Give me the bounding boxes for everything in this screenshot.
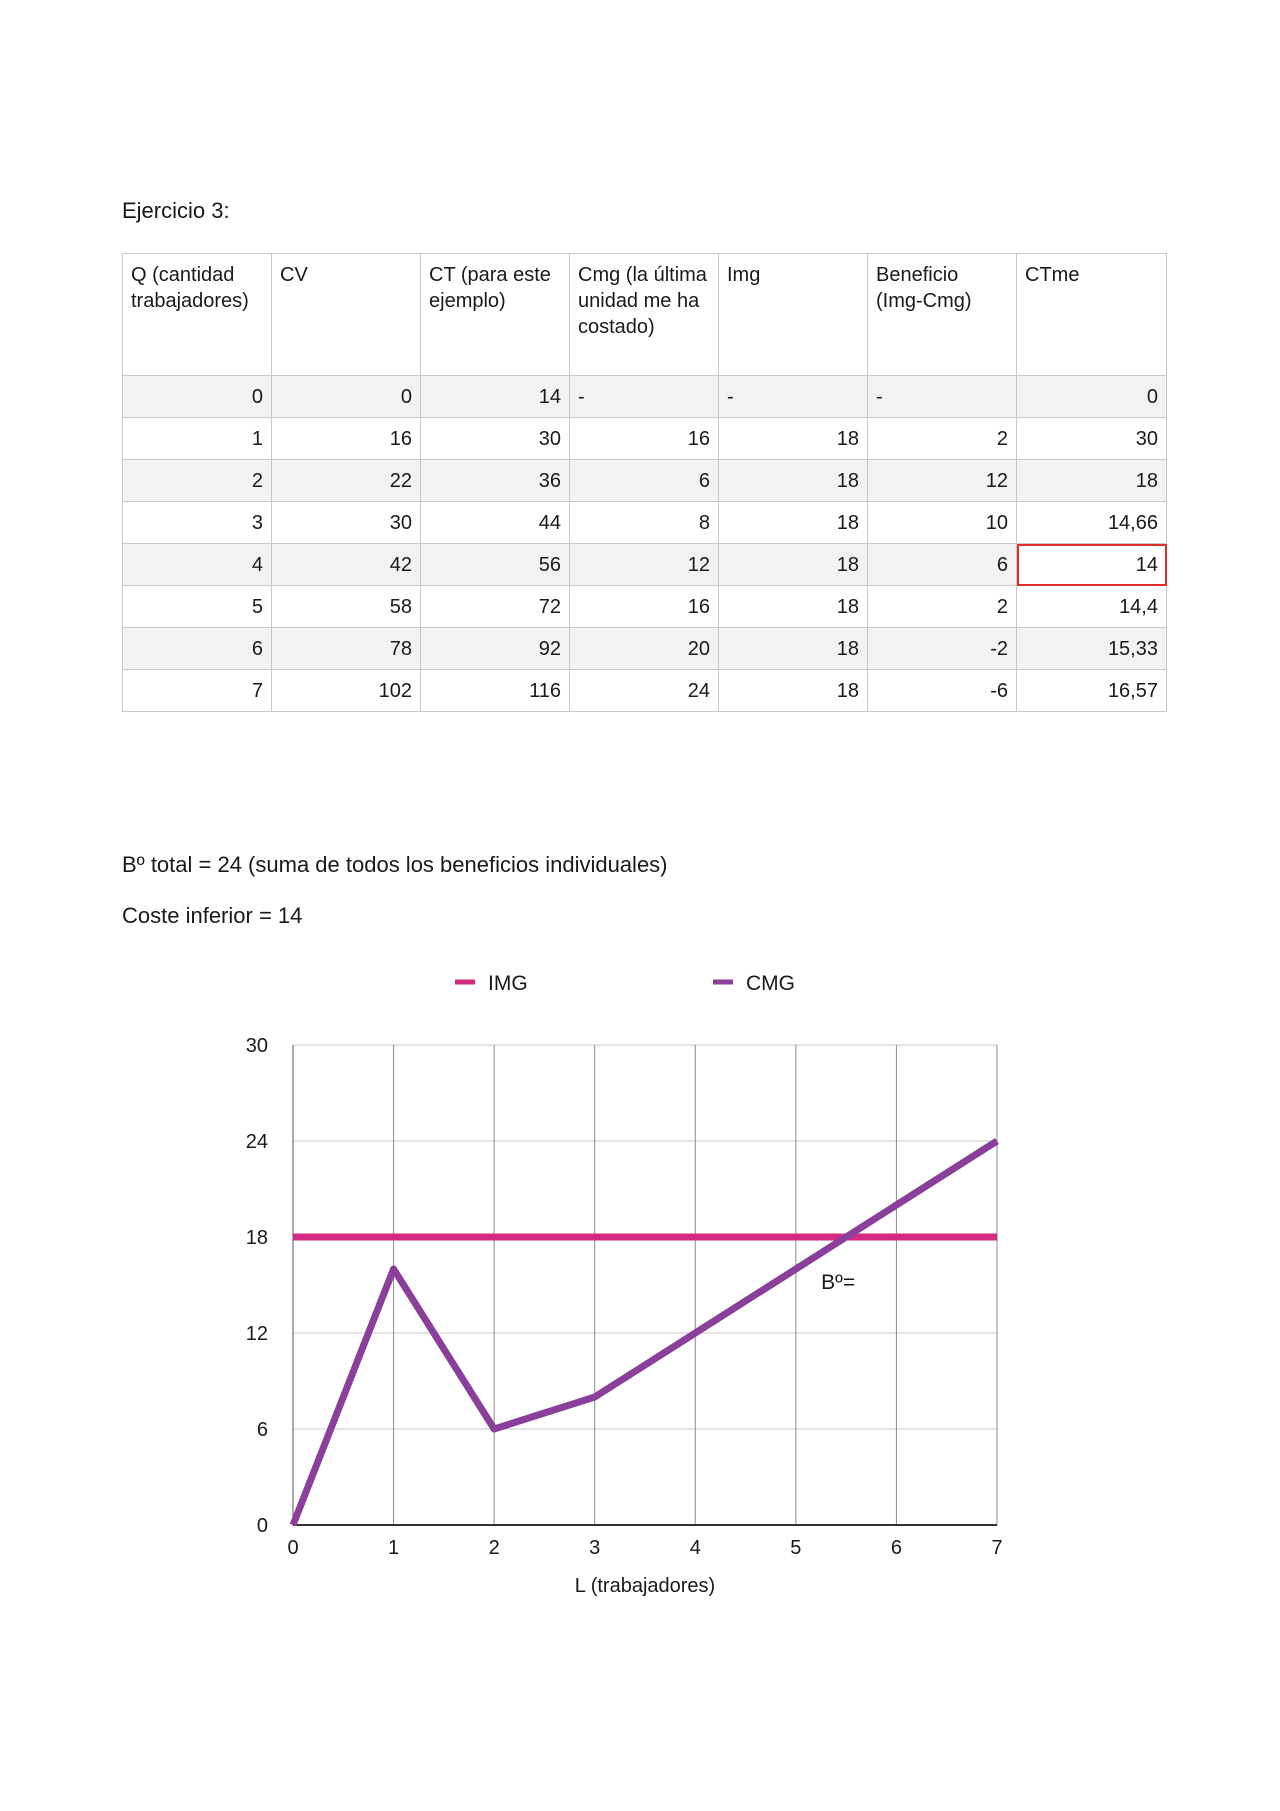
x-tick-label: 0 bbox=[287, 1537, 299, 1559]
cell-cmg: 24 bbox=[570, 670, 719, 712]
cell-cv: 0 bbox=[272, 376, 421, 418]
cell-cv: 58 bbox=[272, 586, 421, 628]
cell-cmg: - bbox=[570, 376, 719, 418]
table-row bbox=[123, 544, 1167, 586]
table-row bbox=[123, 586, 1167, 628]
cell-cv: 42 bbox=[272, 544, 421, 586]
legend-label-img: IMG bbox=[488, 972, 528, 995]
cell-cv: 102 bbox=[272, 670, 421, 712]
y-tick-label: 24 bbox=[245, 1131, 268, 1153]
y-tick-label: 18 bbox=[245, 1227, 268, 1249]
table-row bbox=[123, 502, 1167, 544]
x-tick-label: 4 bbox=[689, 1537, 701, 1559]
cell-cmg: 20 bbox=[570, 628, 719, 670]
cell-q: 1 bbox=[123, 418, 272, 460]
x-tick-label: 3 bbox=[589, 1537, 601, 1559]
exercise-heading: Ejercicio 3: bbox=[122, 198, 230, 223]
cell-ctme: 30 bbox=[1017, 418, 1167, 460]
cell-beneficio: - bbox=[868, 376, 1017, 418]
cell-beneficio: 6 bbox=[868, 544, 1017, 586]
cell-q: 3 bbox=[123, 502, 272, 544]
cell-q: 7 bbox=[123, 670, 272, 712]
cell-cv: 16 bbox=[272, 418, 421, 460]
cell-cv: 30 bbox=[272, 502, 421, 544]
cell-ctme: 14,66 bbox=[1017, 502, 1167, 544]
cell-ctme: 0 bbox=[1017, 376, 1167, 418]
cell-beneficio: 12 bbox=[868, 460, 1017, 502]
header-cmg: Cmg (la última unidad me ha costado) bbox=[570, 254, 719, 376]
x-axis-label: L (trabajadores) bbox=[574, 1575, 716, 1597]
cell-img: 18 bbox=[719, 502, 868, 544]
chart-annotation: Bº= bbox=[821, 1271, 856, 1294]
cell-beneficio: -6 bbox=[868, 670, 1017, 712]
cell-ct: 56 bbox=[421, 544, 570, 586]
header-ct: CT (para este ejemplo) bbox=[421, 254, 570, 376]
cell-q: 4 bbox=[123, 544, 272, 586]
cell-beneficio: -2 bbox=[868, 628, 1017, 670]
cell-beneficio: 10 bbox=[868, 502, 1017, 544]
table-row bbox=[123, 670, 1167, 712]
cell-ctme: 15,33 bbox=[1017, 628, 1167, 670]
cell-q: 5 bbox=[123, 586, 272, 628]
table-header-row bbox=[123, 254, 1167, 376]
cell-ct: 36 bbox=[421, 460, 570, 502]
header-img: Img bbox=[719, 254, 868, 376]
cell-cmg: 6 bbox=[570, 460, 719, 502]
cell-ct: 14 bbox=[421, 376, 570, 418]
cell-ctme: 18 bbox=[1017, 460, 1167, 502]
total-benefit-note: Bº total = 24 (suma de todos los beneficios individuales) bbox=[122, 852, 668, 877]
table-row bbox=[123, 628, 1167, 670]
y-tick-label: 6 bbox=[256, 1419, 268, 1441]
cell-q: 0 bbox=[123, 376, 272, 418]
cell-ct: 92 bbox=[421, 628, 570, 670]
cell-ct: 72 bbox=[421, 586, 570, 628]
header-beneficio: Beneficio (Img-Cmg) bbox=[868, 254, 1017, 376]
cell-ct: 44 bbox=[421, 502, 570, 544]
cell-cmg: 12 bbox=[570, 544, 719, 586]
y-tick-label: 12 bbox=[245, 1323, 268, 1345]
cell-ctme-highlighted: 14 bbox=[1017, 544, 1167, 586]
cell-ct: 30 bbox=[421, 418, 570, 460]
legend-label-cmg: CMG bbox=[746, 972, 795, 995]
cost-table bbox=[122, 253, 1167, 712]
cell-cmg: 8 bbox=[570, 502, 719, 544]
cell-cmg: 16 bbox=[570, 586, 719, 628]
cell-ctme: 14,4 bbox=[1017, 586, 1167, 628]
cell-cmg: 16 bbox=[570, 418, 719, 460]
cell-cv: 78 bbox=[272, 628, 421, 670]
cell-img: - bbox=[719, 376, 868, 418]
y-tick-label: 0 bbox=[256, 1515, 268, 1537]
cell-beneficio: 2 bbox=[868, 586, 1017, 628]
cell-q: 2 bbox=[123, 460, 272, 502]
cell-cv: 22 bbox=[272, 460, 421, 502]
cell-img: 18 bbox=[719, 670, 868, 712]
lowest-cost-note: Coste inferior = 14 bbox=[122, 903, 303, 928]
x-tick-label: 5 bbox=[790, 1537, 802, 1559]
cell-q: 6 bbox=[123, 628, 272, 670]
cell-ct: 116 bbox=[421, 670, 570, 712]
cell-img: 18 bbox=[719, 460, 868, 502]
x-tick-label: 1 bbox=[388, 1537, 400, 1559]
cell-img: 18 bbox=[719, 418, 868, 460]
x-tick-label: 2 bbox=[488, 1537, 500, 1559]
img-cmg-line-chart bbox=[0, 960, 1280, 1620]
cell-beneficio: 2 bbox=[868, 418, 1017, 460]
x-tick-label: 7 bbox=[991, 1537, 1003, 1559]
y-tick-label: 30 bbox=[245, 1035, 268, 1057]
table-row bbox=[123, 418, 1167, 460]
cell-img: 18 bbox=[719, 586, 868, 628]
cell-ctme: 16,57 bbox=[1017, 670, 1167, 712]
header-cv: CV bbox=[272, 254, 421, 376]
header-q: Q (cantidad trabajadores) bbox=[123, 254, 272, 376]
header-ctme: CTme bbox=[1017, 254, 1167, 376]
table-row bbox=[123, 460, 1167, 502]
table-row bbox=[123, 376, 1167, 418]
cell-img: 18 bbox=[719, 544, 868, 586]
cell-img: 18 bbox=[719, 628, 868, 670]
x-tick-label: 6 bbox=[890, 1537, 902, 1559]
